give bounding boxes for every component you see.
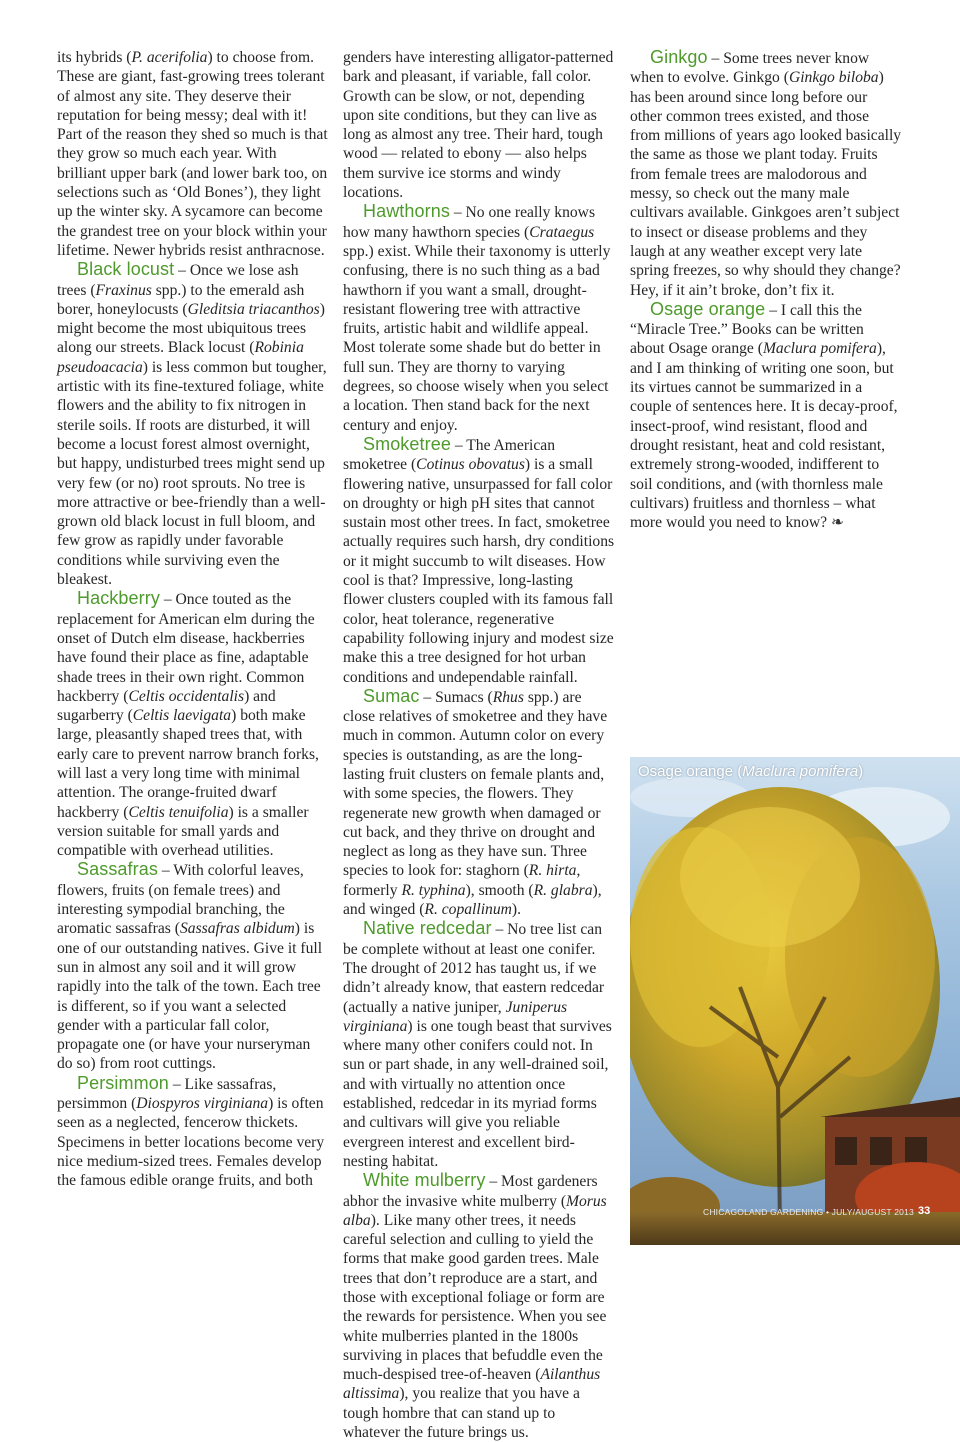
body-persimmon: – Like sassafras, persimmon (Diospyros virginiana) is often seen as a neglected, fencerow thickets. Specimens in better locations become very nice medium-sized trees. Females develop the famous edible orange fruits, and both [57,1075,325,1190]
body-native-redcedar: – No tree list can be complete without at least one conifer. The drought of 2012 has taught us, if we didn’t already know, that eastern redcedar (actually a native juniper, Juniperus virginiana) is one tough beast that survives where many other conifers could not. In sun or part shade, in any well-drained soil, and with virtually no attention once established, redcedar in its myriad forms and cultivars will give you reliable evergreen interest and excellent bird-nesting habitat. [343,921,612,1170]
species-name: Celtis occidentalis [128,687,245,705]
body-hawthorns: – No one really knows how many hawthorn species (Crataegus spp.) exist. While their taxonomy is utterly confusing, there is no such thing as a bad hawthorn if you want a small, drought-resistant flowering tree with attractive fruits, artistic habit and wildlife appeal. Most tolerate some shade but do better in full sun. They are thorny to varying degrees, so choose wisely when you select a location. Then stand back for the next century and enjoy. [343,204,611,434]
species-name: Juniperus virginiana [343,998,568,1035]
species-name: Celtis laevigata [132,707,232,725]
tree-illustration [630,757,960,1245]
paragraph-sycamore-continued: its hybrids (P. acerifolia) to choose from. These are giant, fast-growing trees tolerant of almost any site. They deserve their reputation for being messy; deal with it! Part of the reason they shed so much is that they grow so much each year. With brilliant upper bark (and lower bark too, on selections such as ‘Old Bones’), they light up the winter sky. A sycamore can become the grandest tree on your block within your lifetime. Newer hybrids resist anthracnose. [57,49,328,259]
body-ginkgo: – Some trees never know when to evolve. Ginkgo (Ginkgo biloba) has been around since long before our other common trees existed, and those from millions of years ago looked basically the same as those we plant today. Fruits from female trees are malodorous and messy, so check out the many male cultivars available. Ginkgoes aren’t subject to insect or disease problems and they laugh at any weather except very late spring freezes, so why should they change? Hey, if it ain’t broke, don’t fix it. [630,50,902,299]
body-white-mulberry: – Most gardeners abhor the invasive white mulberry (Morus alba). Like many other trees, it needs careful selection and culling to yield the forms that make good garden trees. Male trees that don’t reproduce are a start, and those with exceptional foliage or form are the rewards for persistence. When you see white mulberries planted in the 1800s surviving in places that befuddle even the much-despised tree-of-heaven (Ailanthus altissima), you realize that you have a tough hombre that can stand up to whatever the future brings us. [343,1173,607,1442]
body-osage-orange: – I call this the “Miracle Tree.” Books can be written about Osage orange (Maclura pomifera), and I am thinking of writing one soon, but its virtues cannot be summarized in a couple of sentences here. It is decay-proof, insect-proof, wind resistant, flood and drought resistant, heat and cold resistant, extremely strong-wooded, indifferent to soil conditions, and (with thornless male cultivars) fruitless and thornless – what more would you need to know? [630,301,898,532]
species-name: Diospyros virginiana [136,1095,269,1113]
footer-publication: CHICAGOLAND GARDENING • JULY/AUGUST 2013 [703,1207,914,1217]
article-column-3 [630,48,902,532]
caption-suffix: ) [858,763,864,780]
entry-hackberry [57,589,329,860]
body-sumac: – Sumacs (Rhus spp.) are close relatives of smoketree and they have much in common. Autumn color on every species is outstanding, as are the long-lasting fruit clusters on female plants and, with some species, the flowers. They regenerate new growth when damaged or cut back, and they thrive on drought and neglect as long as they have sun. Three species to look for: staghorn (R. hirta, formerly R. typhina), smooth (R. glabra), and winged (R. copallinum). [343,688,608,919]
entry-sassafras [57,860,329,1073]
end-mark-icon: ❧ [830,514,845,532]
caption-species: Maclura pomifera [742,763,859,780]
heading-ginkgo: Ginkgo [650,47,708,67]
species-name: Maclura pomifera [762,340,877,358]
species-name: Crataegus [529,223,595,241]
species-name: R. copallinum [424,901,512,919]
entry-hawthorns [343,202,616,435]
heading-persimmon: Persimmon [77,1072,169,1093]
heading-white-mulberry: White mulberry [363,1170,486,1191]
species-name: Fraxinus [95,281,152,299]
entry-persimmon [57,1074,329,1191]
osage-orange-photo [630,757,960,1245]
heading-hackberry: Hackberry [77,588,160,609]
heading-hawthorns: Hawthorns [363,201,450,222]
heading-native-redcedar: Native redcedar [363,918,492,939]
entry-ginkgo [630,48,902,300]
species-name: Rhus [492,688,524,706]
heading-black-locust: Black locust [77,259,175,280]
body-hackberry: – Once touted as the replacement for American elm during the onset of Dutch elm disease, hackberries have found their place as fine, adaptable shade trees in their own right. Common hackberry (Celtis occidentalis) and sugarberry (Celtis laevigata) both make large, pleasantly shaped trees that, with early care to prevent narrow branch forks, will last a very long time with minimal attention. The orange-fruited dwarf hackberry (Celtis tenuifolia) is a smaller version suitable for small yards and compatible with overhead utilities. [57,591,319,860]
species-name: R. glabra [533,881,593,899]
entry-native-redcedar [343,919,616,1171]
species-name: Morus alba [343,1192,607,1229]
species-name: P. acerifolia [131,49,208,66]
heading-sumac: Sumac [363,685,420,706]
species-name: Gleditsia triacanthos [187,300,320,318]
species-name: Sassafras albidum [179,920,295,938]
article-column-1 [57,48,329,1191]
species-name: R. typhina [401,881,466,899]
heading-smoketree: Smoketree [363,433,451,454]
species-name: Celtis tenuifolia [128,803,229,821]
entry-osage-orange [630,300,902,533]
heading-sassafras: Sassafras [77,859,158,880]
entry-smoketree [343,435,616,687]
species-name: Cotinus obovatus [416,456,525,474]
body-smoketree: – The American smoketree (Cotinus obovatus) is a small flowering native, unsurpassed for fall color on droughty or high pH sites that cannot sustain most other trees. In fact, smoketree actually requires such harsh, dry conditions or it might succumb to wilt diseases. How cool is that? Impressive, long-lasting flower clusters coupled with its famous fall color, heat tolerance, regenerative capability following injury and modest size make this a tree designed for hot urban conditions and undependable rainfall. [343,436,615,686]
entry-sumac [343,687,616,920]
paragraph-persimmon-continued: genders have interesting alligator-patterned bark and pleasant, if variable, fall color. Growth can be slow, or not, depending upon site conditions, but they can live as long as almost any tree. Their hard, tough wood — related to ebony — also helps them survive ice storms and windy locations. [343,49,614,202]
body-sassafras: – With colorful leaves, flowers, fruits (on female trees) and interesting sympodial branching, the aromatic sassafras (Sassafras albidum) is one of our outstanding natives. Give it full sun in almost any soil and it will grow rapidly into the talk of the town. Each tree is different, so if you want a selected gender with a particular fall color, propagate one (or have your nurseryman do so) from root cuttings. [57,862,323,1073]
species-name: Ginkgo biloba [788,69,879,87]
entry-black-locust [57,260,329,589]
page-number: 33 [918,1205,931,1217]
caption-prefix: Osage orange ( [638,763,743,780]
heading-osage-orange: Osage orange [650,298,766,319]
body-black-locust: – Once we lose ash trees (Fraxinus spp.) to the emerald ash borer, honeylocusts (Gleditsia triacanthos) might become the most ubiquitous trees along our streets. Black locust (Robinia pseudoacacia) is less common but tougher, artistic with its fine-textured foliage, white flowers and the ability to fix nitrogen in sterile soils. If roots are disturbed, it will become a locust forest almost overnight, but happy, undisturbed trees might send up very few (or no) root sprouts. No tree is more attractive or bee-friendly than a well-grown old black locust in full bloom, and few grow as rapidly under favorable conditions while surviving even the bleakest. [57,262,327,589]
article-column-2 [343,48,616,1442]
species-name: R. hirta [528,862,577,880]
species-name: Ailanthus altissima [343,1366,601,1403]
entry-white-mulberry [343,1171,616,1442]
species-name: Robinia pseudoacacia [57,339,304,376]
photo-caption [638,763,863,780]
